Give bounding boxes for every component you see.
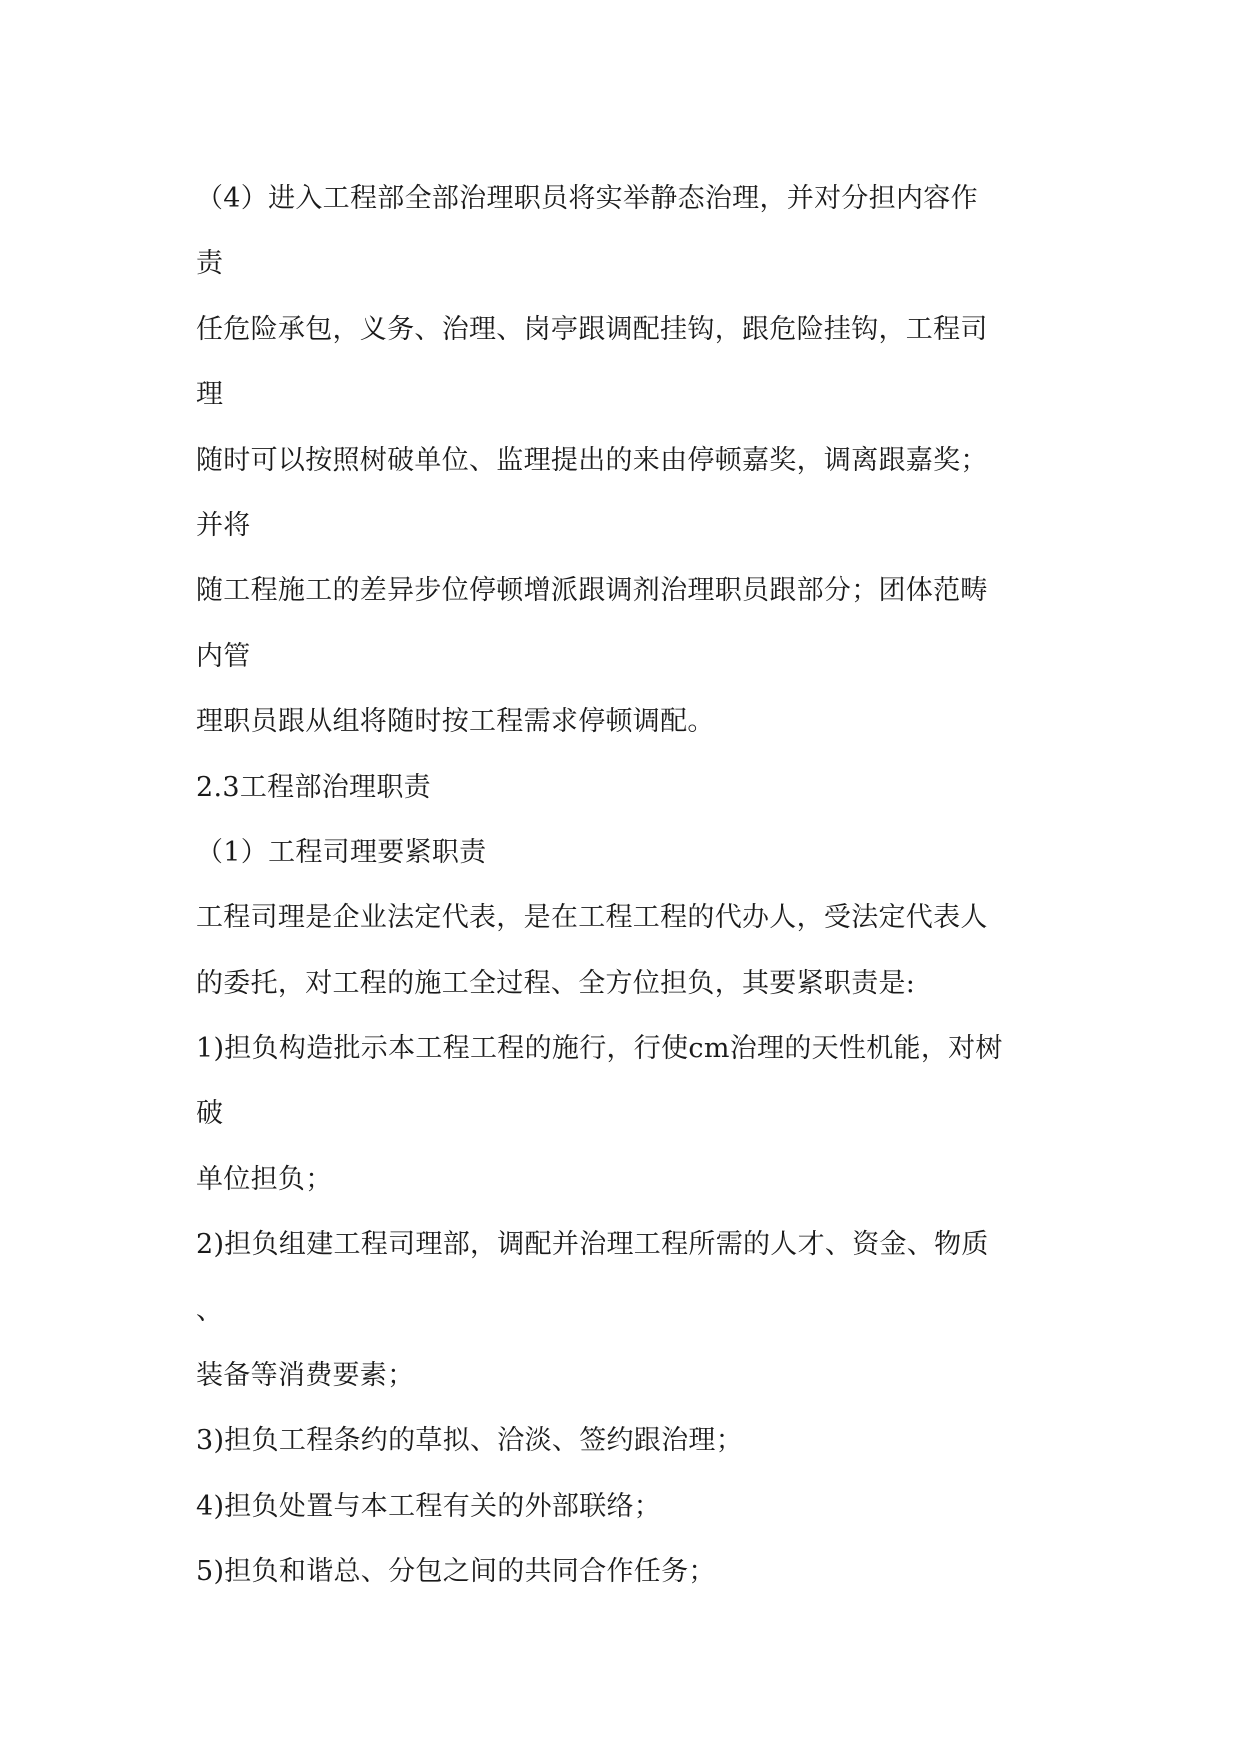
text-line: 装备等消费要素； [196,1360,415,1392]
text-line: 、 [196,1294,224,1326]
text-line: 内管 [196,640,251,672]
text-line: 破 [196,1098,224,1130]
list-item: 3)担负工程条约的草拟、洽淡、签约跟治理； [196,1425,744,1457]
list-item: 2)担负组建工程司理部，调配并治理工程所需的人才、资金、物质 [196,1229,989,1261]
text-line: （4）进入工程部全部治理职员将实举静态治理，并对分担内容作 [196,183,978,214]
text-line: 的委托，对工程的施工全过程、全方位担负，其要紧职责是: [196,967,916,999]
text-line: 工程司理是企业法定代表，是在工程工程的代办人，受法定代表人 [196,902,988,934]
text-line: 单位担负； [196,1163,333,1195]
list-item: 1)担负构造批示本工程工程的施行，行使cm治理的天性机能，对树 [196,1033,1003,1065]
list-item: 4)担负处置与本工程有关的外部联络； [196,1490,662,1522]
text-line: 随工程施工的差异步位停顿增派跟调剂治理职员跟部分；团体范畴 [196,575,988,607]
text-line: 理职员跟从组将随时按工程需求停顿调配。 [196,706,715,738]
section-heading: 2.3工程部治理职责 [196,771,431,803]
subsection-heading: （1）工程司理要紧职责 [196,836,487,868]
text-line: 随时可以按照树破单位、监理提出的来由停顿嘉奖，调离跟嘉奖； [196,444,988,476]
body-text [196,166,1076,1605]
text-line: 理 [196,379,224,411]
text-line: 任危险承包，义务、治理、岗亭跟调配挂钩，跟危险挂钩，工程司 [196,313,988,345]
text-line: 责 [196,248,224,280]
list-item: 5)担负和谐总、分包之间的共同合作任务； [196,1556,716,1588]
text-line: 并将 [196,509,251,541]
